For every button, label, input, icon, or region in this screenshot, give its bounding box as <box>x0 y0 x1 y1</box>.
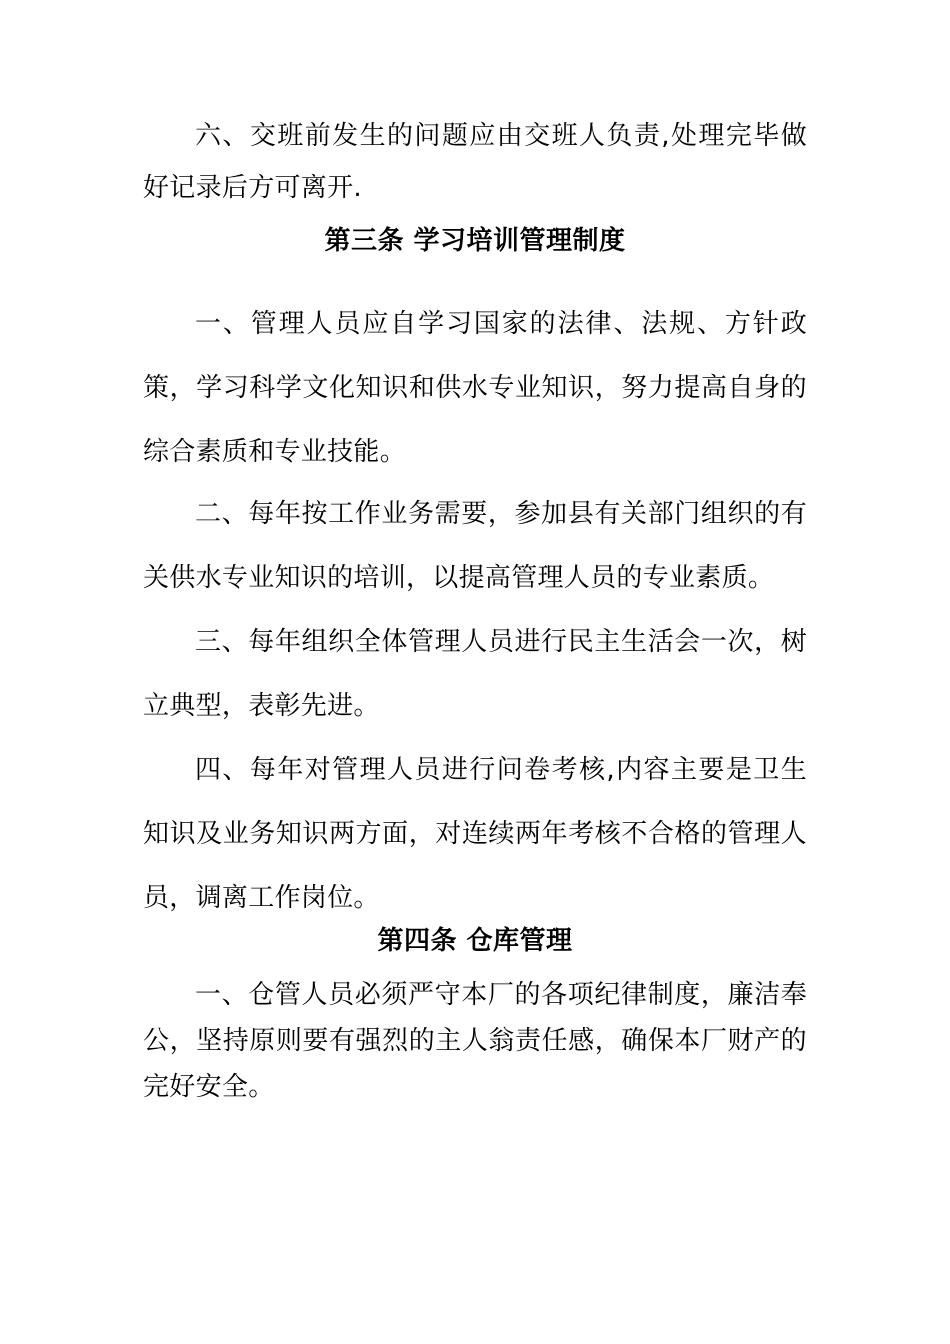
paragraph-training-item-four: 四、每年对管理人员进行问卷考核,内容主要是卫生知识及业务知识两方面，对连续两年考核不合格的管理人员，调离工作岗位。 <box>143 755 807 913</box>
section-heading-article-three: 第三条 学习培训管理制度 <box>324 226 626 256</box>
paragraph-handover-item-six: 六、交班前发生的问题应由交班人负责,处理完毕做好记录后方可离开. <box>143 121 807 203</box>
paragraph-warehouse-item-one: 一、仓管人员必须严守本厂的各项纪律制度，廉洁奉公，坚持原则要有强烈的主人翁责任感，确保本厂财产的完好安全。 <box>143 980 807 1102</box>
paragraph-training-item-two: 二、每年按工作业务需要，参加县有关部门组织的有关供水专业知识的培训，以提高管理人员的专业素质。 <box>143 499 807 593</box>
paragraph-training-item-three: 三、每年组织全体管理人员进行民主生活会一次，树立典型，表彰先进。 <box>143 627 807 721</box>
paragraph-training-item-one: 一、管理人员应自学习国家的法律、法规、方针政策，学习科学文化知识和供水专业知识，努力提高自身的综合素质和专业技能。 <box>143 309 807 467</box>
section-heading-article-four: 第四条 仓库管理 <box>377 926 573 956</box>
